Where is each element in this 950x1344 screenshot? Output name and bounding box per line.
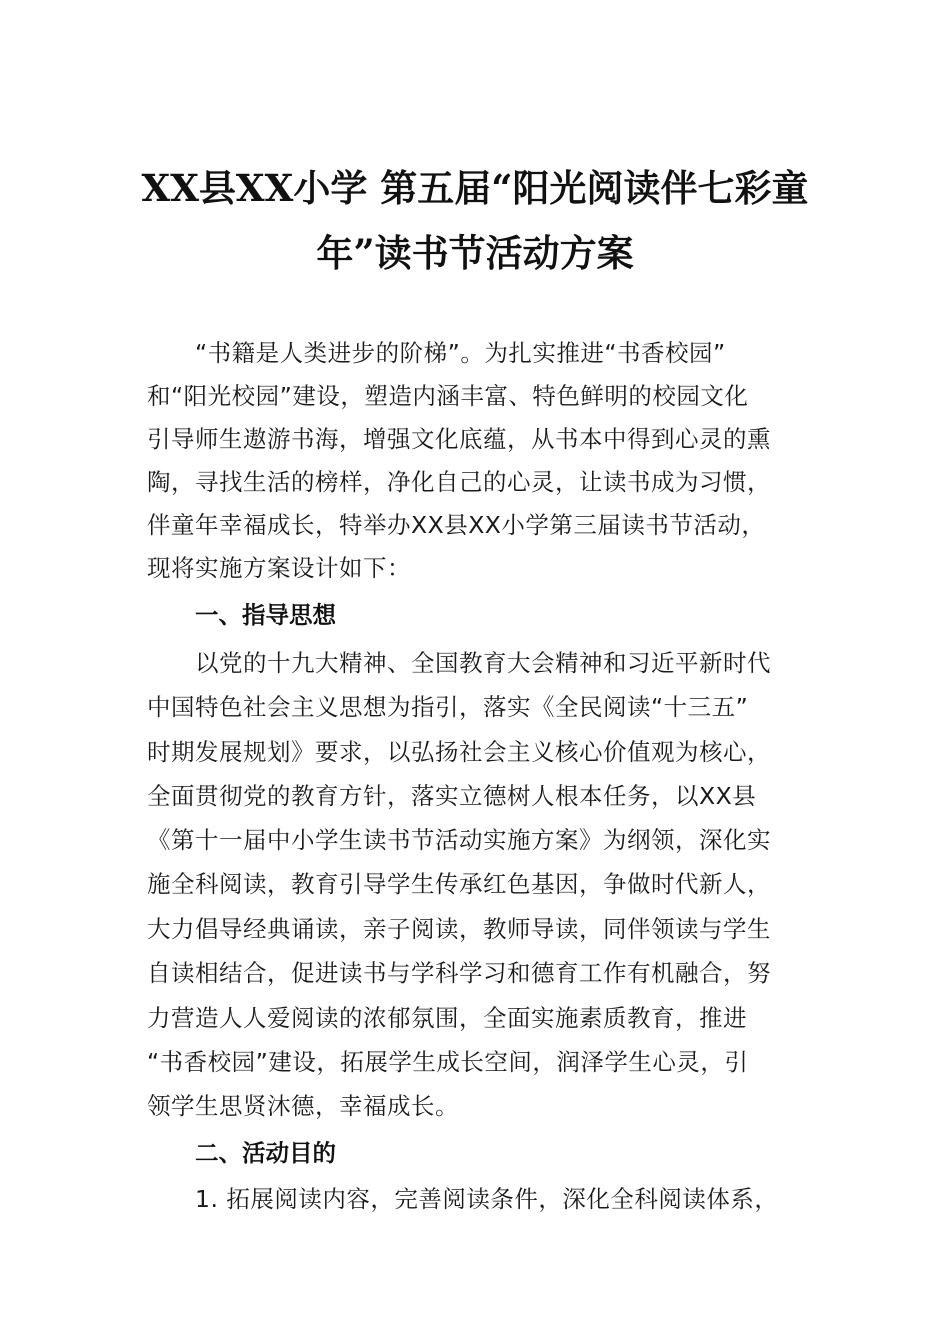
intro-paragraph-line: 现将实施方案设计如下： [147, 554, 411, 582]
intro-paragraph-line: 引导师生遨游书海，增强文化底蕴，从书本中得到心灵的熏 [147, 425, 771, 453]
section1-paragraph-line: 大力倡导经典诵读，亲子阅读，教师导读，同伴领读与学生 [147, 915, 771, 943]
section1-paragraph-line: “书香校园”建设，拓展学生成长空间，润泽学生心灵，引 [147, 1048, 749, 1076]
intro-paragraph-line: 伴童年幸福成长，特举办XX县XX小学第三届读书节活动， [147, 511, 766, 539]
section1-paragraph-line: 施全科阅读，教育引导学生传承红色基因，争做时代新人， [147, 870, 771, 898]
section1-paragraph-line: 《第十一届中小学生读书节活动实施方案》为纲领，深化实 [147, 826, 771, 854]
section1-paragraph-line: 时期发展规划》要求，以弘扬社会主义核心价值观为核心， [147, 738, 771, 766]
section1-paragraph-line: 力营造人人爱阅读的浓郁氛围，全面实施素质教育，推进 [147, 1004, 747, 1032]
section2-paragraph-line: 1. 拓展阅读内容，完善阅读条件，深化全科阅读体系， [195, 1185, 779, 1213]
section1-paragraph-line: 领学生思贤沐德，幸福成长。 [147, 1092, 459, 1120]
intro-paragraph-line: “书籍是人类进步的阶梯”。为扎实推进“书香校园” [195, 339, 726, 367]
document-title-line-1: XX县XX小学 第五届“阳光阅读伴七彩童 [141, 166, 809, 210]
intro-paragraph-line: 和“阳光校园”建设，塑造内涵丰富、特色鲜明的校园文化 [147, 382, 749, 410]
section-heading-activity-purpose: 二、活动目的 [195, 1139, 336, 1167]
section-heading-guiding-ideology: 一、指导思想 [195, 601, 336, 629]
document-title-line-2: 年”读书节活动方案 [316, 231, 634, 275]
section1-paragraph-line: 以党的十九大精神、全国教育大会精神和习近平新时代 [195, 649, 771, 677]
section1-paragraph-line: 全面贯彻党的教育方针，落实立德树人根本任务，以XX县 [147, 782, 757, 810]
intro-paragraph-line: 陶，寻找生活的榜样，净化自己的心灵，让读书成为习惯， [147, 468, 771, 496]
section1-paragraph-line: 中国特色社会主义思想为指引，落实《全民阅读“十三五” [147, 693, 749, 721]
section1-paragraph-line: 自读相结合，促进读书与学科学习和德育工作有机融合，努 [147, 959, 771, 987]
